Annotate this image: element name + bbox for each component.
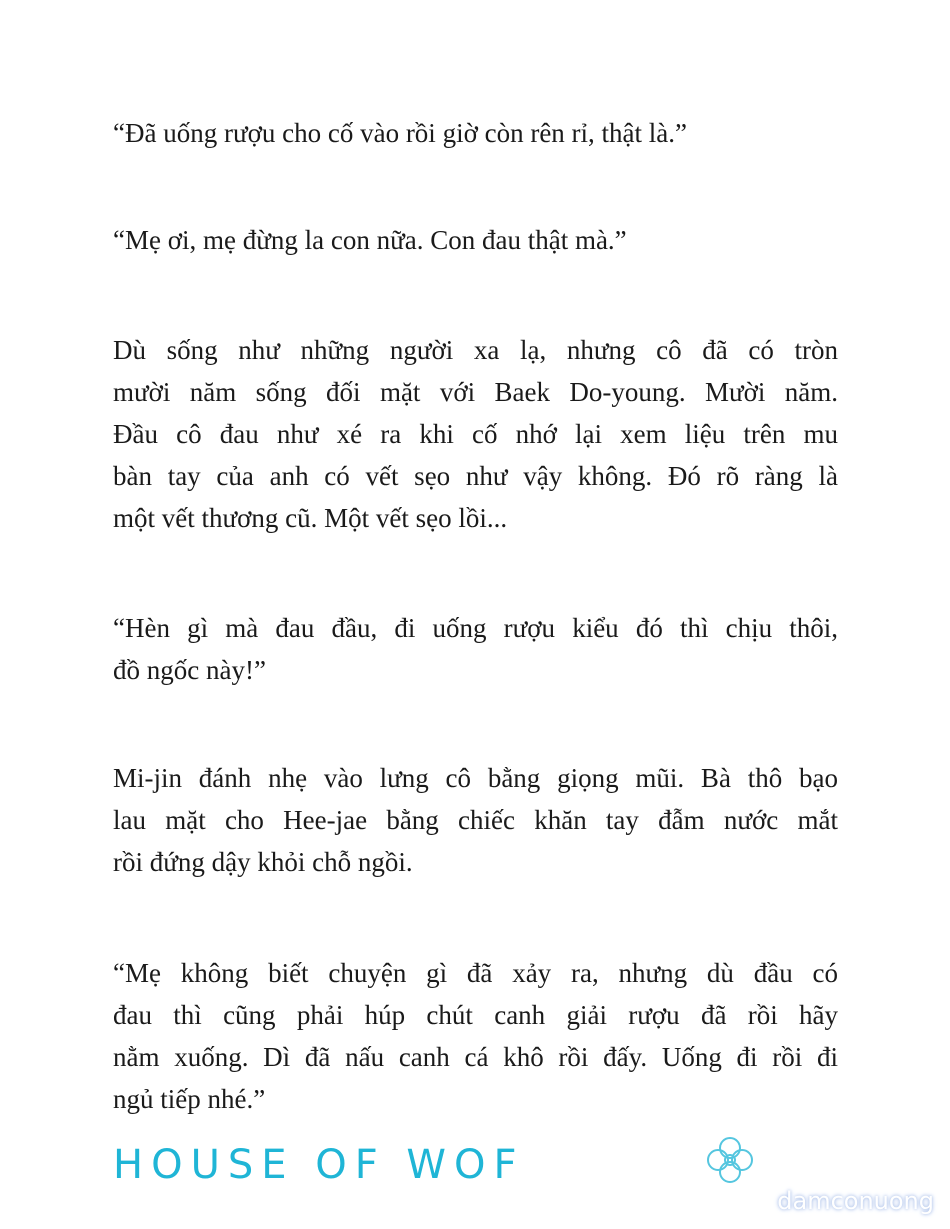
text-line: “Mẹ không biết chuyện gì đã xảy ra, nhưng dù đầu có: [113, 958, 838, 988]
watermark-house-of-wof: HOUSE OF WOF: [113, 1142, 525, 1188]
text-line: đồ ngốc này!”: [113, 655, 266, 685]
text-line: “Mẹ ơi, mẹ đừng la con nữa. Con đau thật mà.”: [113, 225, 627, 255]
site-watermark: damconuong: [777, 1187, 934, 1215]
text-line: đau thì cũng phải húp chút canh giải rượu đã rồi hãy: [113, 1000, 838, 1030]
text-line: một vết thương cũ. Một vết sẹo lồi...: [113, 503, 508, 533]
text-line: “Đã uống rượu cho cố vào rồi giờ còn rên rỉ, thật là.”: [113, 118, 688, 148]
text-line: “Hèn gì mà đau đầu, đi uống rượu kiểu đó thì chịu thôi,: [113, 613, 838, 643]
paragraph: [113, 952, 838, 1120]
text-line: rồi đứng dậy khỏi chỗ ngồi.: [113, 847, 413, 877]
text-line: lau mặt cho Hee-jae bằng chiếc khăn tay đẫm nước mắt: [113, 805, 838, 835]
text-line: nằm xuống. Dì đã nấu canh cá khô rồi đấy. Uống đi rồi đi: [113, 1042, 838, 1072]
text-line: Dù sống như những người xa lạ, nhưng cô đã có tròn: [113, 335, 838, 365]
text-line: Mi-jin đánh nhẹ vào lưng cô bằng giọng mũi. Bà thô bạo: [113, 763, 838, 793]
text-line: ngủ tiếp nhé.”: [113, 1084, 266, 1114]
paragraph: [113, 112, 838, 154]
text-line: mười năm sống đối mặt với Baek Do-young. Mười năm.: [113, 377, 838, 407]
paragraph: [113, 757, 838, 883]
paragraph: [113, 607, 838, 691]
text-line: Đầu cô đau như xé ra khi cố nhớ lại xem liệu trên mu: [113, 419, 838, 449]
flower-watermark-icon: [700, 1130, 760, 1190]
paragraph: [113, 329, 838, 539]
paragraph: [113, 219, 838, 261]
text-line: bàn tay của anh có vết sẹo như vậy không. Đó rõ ràng là: [113, 461, 838, 491]
